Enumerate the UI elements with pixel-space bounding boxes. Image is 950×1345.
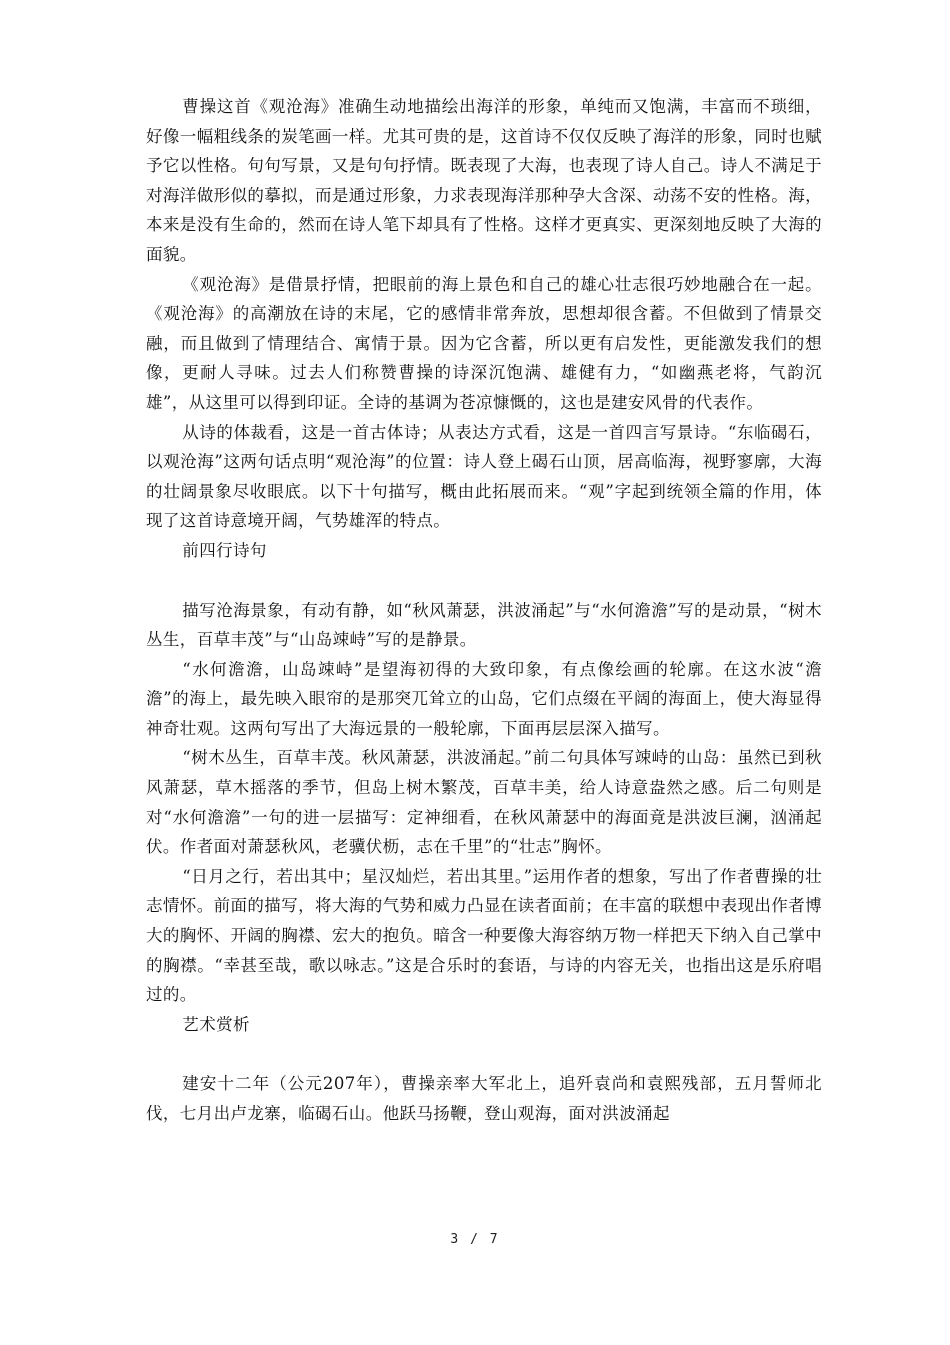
paragraph: “日月之行，若出其中；星汉灿烂，若出其里。”运用作者的想象，写出了作者曹操的壮志情怀。前面的描写，将大海的气势和威力凸显在读者面前；在丰富的联想中表现出作者博大的胸怀、开阔的胸襟、宏大的抱负。暗含一种要像大海容纳万物一样把天下纳入自己掌中的胸襟。“幸甚至哉，歌以咏志。”这是合乐时的套语，与诗的内容无关，也指出这是乐府唱过的。 (146, 866, 822, 1005)
blank-line (146, 566, 822, 596)
section-heading: 艺术赏析 (182, 1014, 250, 1034)
paragraph: 《观沧海》是借景抒情，把眼前的海上景色和自己的雄心壮志很巧妙地融合在一起。《观沧海》的高潮放在诗的末尾，它的感情非常奔放，思想却很含蓄。不但做到了情景交融，而且做到了情理结合、寓情于景。因为它含蓄，所以更有启发性，更能激发我们的想像，更耐人寻味。过去人们称赞曹操的诗深沉饱满、雄健有力，“如幽燕老将，气韵沉雄”，从这里可以得到印证。全诗的基调为苍凉慷慨的，这也是建安风骨的代表作。 (146, 274, 822, 412)
paragraph: “树木丛生，百草丰茂。秋风萧瑟，洪波涌起。”前二句具体写竦峙的山岛：虽然已到秋风萧瑟，草木摇落的季节，但岛上树木繁茂，百草丰美，给人诗意盎然之感。后二句则是对“水何澹澹”一句的进一层描写：定神细看，在秋风萧瑟中的海面竟是洪波巨澜，汹涌起伏。作者面对萧瑟秋风，老骥伏枥，志在千里”的“壮志”胸怀。 (146, 748, 822, 857)
paragraph: 建安十二年（公元207年），曹操亲率大军北上，追歼袁尚和袁熙残部，五月誓师北伐，七月出卢龙寨，临碣石山。他跃马扬鞭，登山观海，面对洪波涌起 (146, 1074, 822, 1123)
section-heading: 前四行诗句 (182, 540, 267, 560)
paragraph: “水何澹澹，山岛竦峙”是望海初得的大致印象，有点像绘画的轮廓。在这水波“澹澹”的海上，最先映入眼帘的是那突兀耸立的山岛，它们点缀在平阔的海面上，使大海显得神奇壮观。这两句写出了大海远景的一般轮廓，下面再层层深入描写。 (146, 659, 822, 738)
paragraph: 曹操这首《观沧海》准确生动地描绘出海洋的形象，单纯而又饱满，丰富而不琐细，好像一幅粗线条的炭笔画一样。尤其可贵的是，这首诗不仅仅反映了海洋的形象，同时也赋予它以性格。句句写景，又是句句抒情。既表现了大海，也表现了诗人自己。诗人不满足于对海洋做形似的摹拟，而是通过形象，力求表现海洋那种孕大含深、动荡不安的性格。海，本来是没有生命的，然而在诗人笔下却具有了性格。这样才更真实、更深刻地反映了大海的面貌。 (146, 97, 822, 264)
paragraph: 从诗的体裁看，这是一首古体诗；从表达方式看，这是一首四言写景诗。“东临碣石，以观沧海”这两句话点明“观沧海”的位置：诗人登上碣石山顶，居高临海，视野寥廓，大海的壮阔景象尽收眼底。以下十句描写，概由此拓展而来。“观”字起到统领全篇的作用，体现了这首诗意境开阔，气势雄浑的特点。 (146, 422, 822, 531)
document-body (146, 92, 822, 1129)
page-number: 3 / 7 (450, 1232, 500, 1247)
blank-line (146, 1039, 822, 1069)
paragraph: 描写沧海景象，有动有静，如“秋风萧瑟，洪波涌起”与“水何澹澹”写的是动景，“树木丛生，百草丰茂”与“山岛竦峙”写的是静景。 (146, 600, 822, 650)
